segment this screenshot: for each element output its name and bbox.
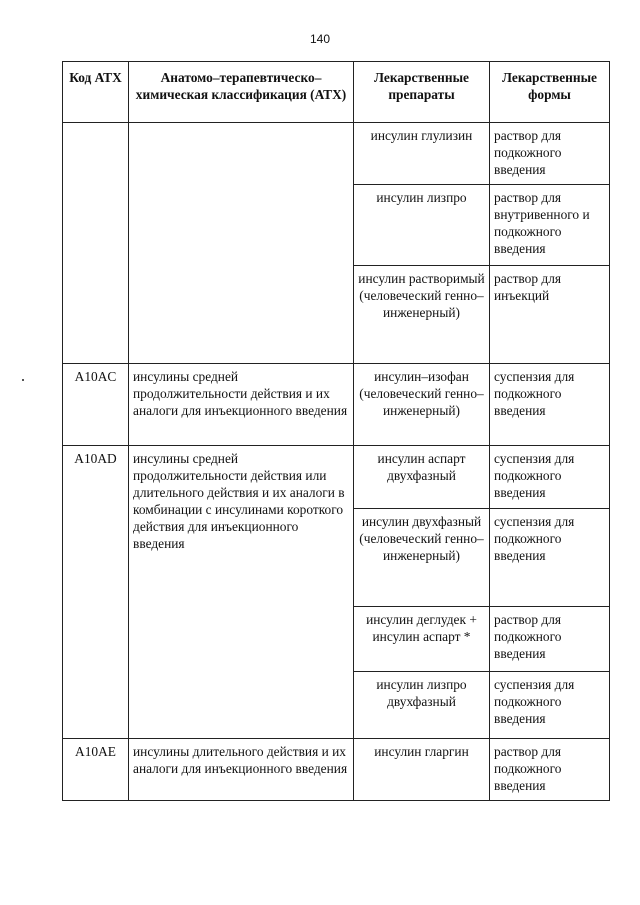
drug-cell: инсулин двухфазный (человеческий генно–инженерный) <box>354 509 490 607</box>
header-drugs: Лекарственные препараты <box>354 62 490 123</box>
drug-cell: инсулин деглудек + инсулин аспарт * <box>354 607 490 672</box>
drug-cell: инсулин гларгин <box>354 739 490 801</box>
form-cell: суспензия для подкожного введения <box>490 672 610 739</box>
classification-text-line1: инсулины средней продолжительности действия или <box>133 451 327 483</box>
classification-text-line2: длительного действия и их аналоги в комбинации с инсулинами короткого действия для инъекционного введения <box>133 485 345 551</box>
form-cell: раствор для внутривенного и подкожного введения <box>490 185 610 266</box>
classification-cell: инсулины средней продолжительности действия и их аналоги для инъекционного введения <box>129 364 354 446</box>
table-row <box>63 739 610 801</box>
table-row <box>63 446 610 509</box>
drug-cell: инсулин растворимый (человеческий генно–инженерный) <box>354 266 490 364</box>
drug-cell: инсулин лизпро двухфазный <box>354 672 490 739</box>
form-cell: суспензия для подкожного введения <box>490 509 610 607</box>
drug-cell: инсулин–изофан (человеческий генно–инженерный) <box>354 364 490 446</box>
classification-cell <box>129 446 354 739</box>
page-number: 140 <box>309 32 331 46</box>
header-forms: Лекарственные формы <box>490 62 610 123</box>
form-cell: суспензия для подкожного введения <box>490 364 610 446</box>
drug-cell: инсулин аспарт двухфазный <box>354 446 490 509</box>
form-cell: раствор для подкожного введения <box>490 739 610 801</box>
form-cell: раствор для инъекций <box>490 266 610 364</box>
atx-code-cell: A10AE <box>63 739 129 801</box>
scan-speck <box>22 379 24 381</box>
form-cell: суспензия для подкожного введения <box>490 446 610 509</box>
table-row <box>63 364 610 446</box>
drug-cell: инсулин лизпро <box>354 185 490 266</box>
drug-cell: инсулин глулизин <box>354 123 490 185</box>
table-row <box>63 123 610 185</box>
header-classification: Анатомо–терапевтическо–химическая классификация (АТХ) <box>129 62 354 123</box>
atx-code-cell: A10AC <box>63 364 129 446</box>
header-row <box>63 62 610 123</box>
form-cell: раствор для подкожного введения <box>490 607 610 672</box>
atx-classification-table <box>62 61 610 801</box>
classification-cell-empty <box>129 123 354 364</box>
code-cell-empty <box>63 123 129 364</box>
form-cell: раствор для подкожного введения <box>490 123 610 185</box>
atx-code-cell: A10AD <box>63 446 129 739</box>
classification-cell: инсулины длительного действия и их аналоги для инъекционного введения <box>129 739 354 801</box>
header-code: Код АТХ <box>63 62 129 123</box>
